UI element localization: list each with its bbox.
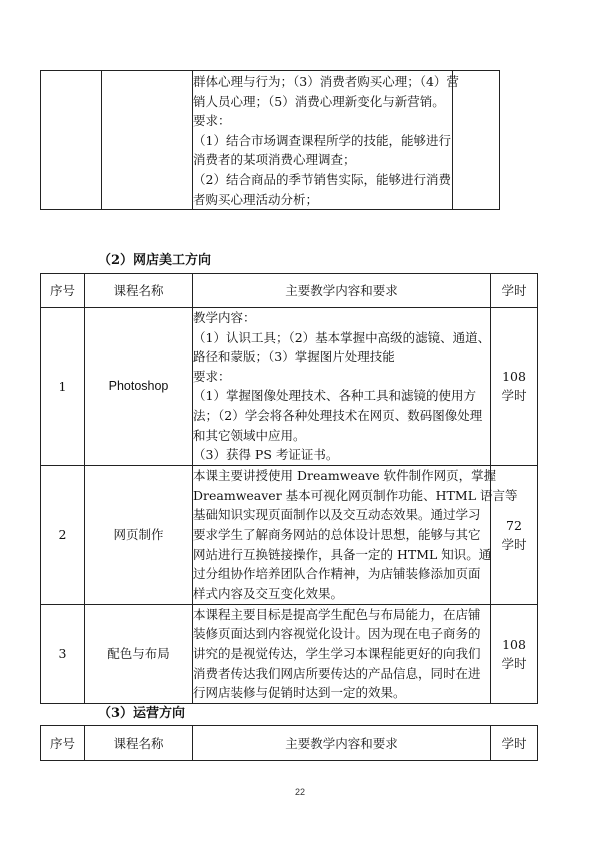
content-line: （3）获得 PS 考证证书。 [193,447,339,463]
content-line: （2）结合商品的季节销售实际，能够进行消费 [193,171,451,187]
art-design-course-table [40,273,538,704]
continued-hours-cell [453,71,500,210]
content-line: 本课程主要目标是提高学生配色与布局能力，在店铺 [193,606,481,622]
row-course-name: 配色与布局 [85,604,193,703]
content-line: 销人员心理；（5）消费心理新变化与新营销。 [193,93,445,109]
content-line: 教学内容： [193,310,256,325]
continued-no-cell [41,71,102,210]
hours-unit: 学时 [501,388,527,404]
content-line: 样式内容及交互变化效果。 [193,585,344,601]
hours-value: 108 [502,636,526,652]
section-heading-operations: （3）运营方向 [98,706,186,721]
continued-content-cell [193,71,459,210]
header-content: 主要教学内容和要求 [193,726,491,761]
content-line: 消费者的某项消费心理调查； [193,152,356,168]
header-no: 序号 [41,274,85,308]
row-no: 1 [41,308,85,466]
content-line: 者购买心理活动分析； [193,191,319,207]
row-content [193,604,491,703]
content-line: 要求： [193,368,231,384]
content-line: （1）结合市场调查课程所学的技能，能够进行 [193,132,451,148]
hours-value: 72 [506,517,522,533]
content-line: 装修页面达到内容视觉化设计。因为现在电子商务的 [193,626,481,642]
header-content: 主要教学内容和要求 [193,274,491,308]
row-course-name: 网页制作 [85,465,193,604]
table-row [41,465,538,604]
table-row [41,308,538,466]
row-hours [491,465,538,604]
content-line: 过分组协作培养团队合作精神，为店铺装修添加页面 [193,566,481,582]
content-line: 消费者传达我们网店所要传达的产品信息，同时在进 [193,665,481,681]
content-line: Dreamweaver 基本可视化网页制作功能、HTML 语言等 [193,487,518,503]
content-line: 路径和蒙版；（3）掌握图片处理技能 [193,349,395,365]
header-hours: 学时 [491,726,538,761]
hours-value: 108 [502,369,526,385]
content-line: 行网店装修与促销时达到一定的效果。 [193,685,406,701]
section-heading-art-design: （2）网店美工方向 [98,253,212,268]
content-line: 网站进行互换链接操作，具备一定的 HTML 知识。通 [193,546,492,562]
hours-unit: 学时 [501,536,527,552]
content-line: 本课主要讲授使用 Dreamweave 软件制作网页，掌握 [193,468,497,484]
content-line: 讲究的是视觉传达，学生学习本课程能更好的向我们 [193,645,481,661]
content-line: 群体心理与行为；（3）消费者购买心理；（4）营 [193,74,459,89]
header-course-name: 课程名称 [85,274,193,308]
operations-course-table [40,725,538,761]
row-hours [491,308,538,466]
row-content [193,308,491,466]
continued-name-cell [102,71,193,210]
content-line: 和其它领域中应用。 [193,427,306,443]
row-no: 3 [41,604,85,703]
content-line: 基础知识实现页面制作以及交互动态效果。通过学习 [193,507,481,523]
content-line: （1）掌握图像处理技术、各种工具和滤镜的使用方 [193,388,476,404]
header-course-name: 课程名称 [85,726,193,761]
content-line: 要求学生了解商务网站的总体设计思想，能够与其它 [193,526,481,542]
hours-unit: 学时 [501,655,527,671]
row-no: 2 [41,465,85,604]
header-hours: 学时 [491,274,538,308]
header-no: 序号 [41,726,85,761]
content-line: （1）认识工具；（2）基本掌握中高级的滤镜、通道、 [193,329,491,345]
page-number: 22 [294,787,305,797]
row-course-name: Photoshop [85,308,193,466]
continued-course-table [40,70,500,210]
content-line: 要求： [193,113,231,129]
content-line: 法；（2）学会将各种处理技术在网页、数码图像处理 [193,407,483,423]
table-row [41,604,538,703]
row-hours [491,604,538,703]
